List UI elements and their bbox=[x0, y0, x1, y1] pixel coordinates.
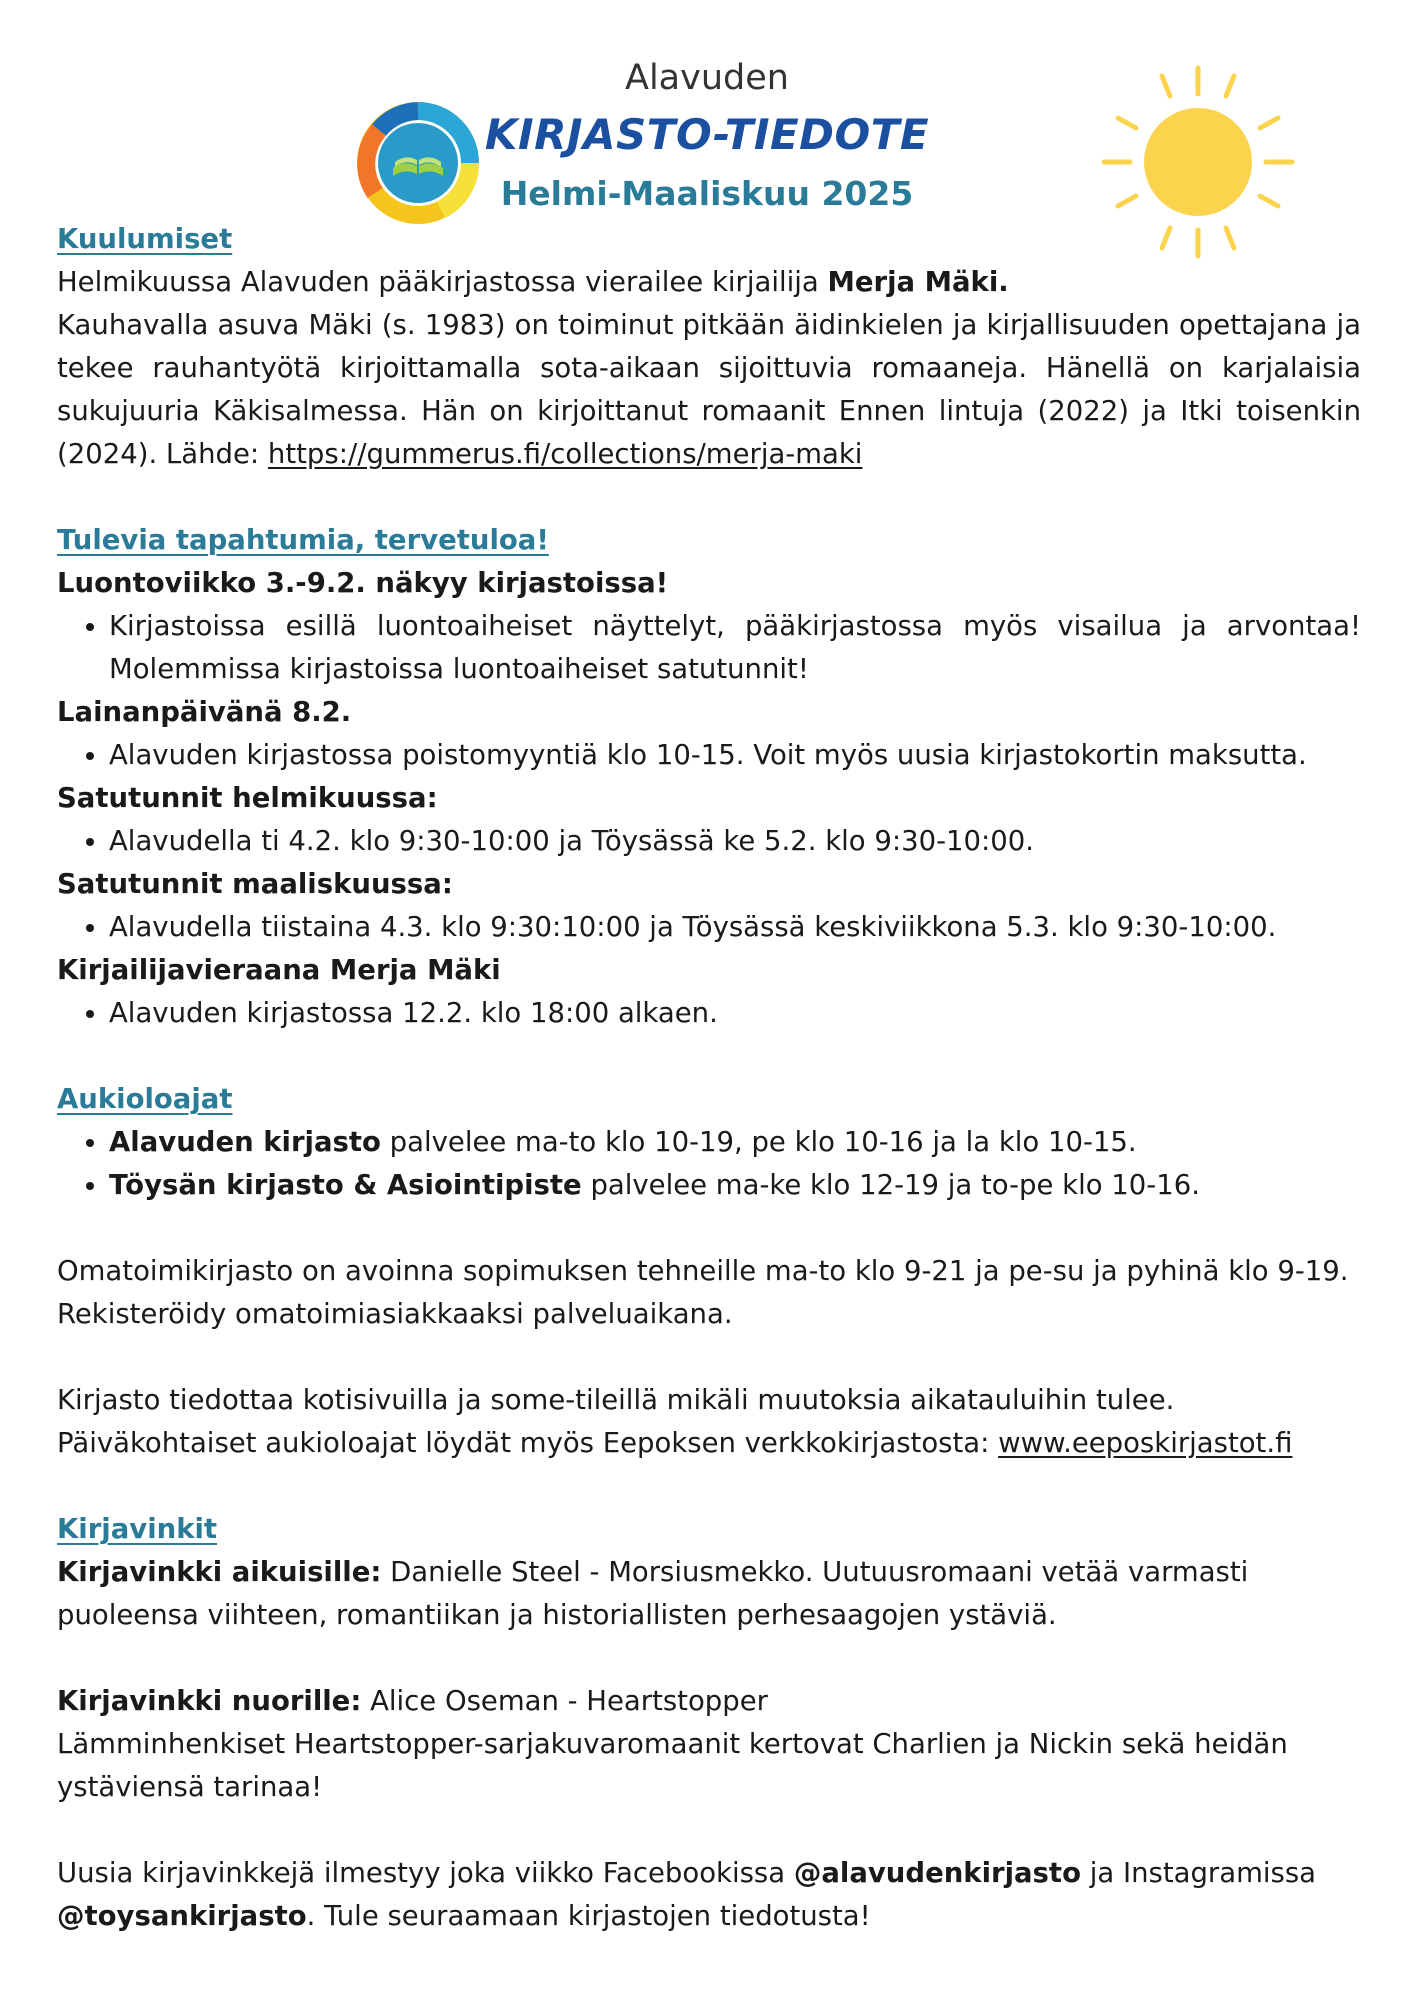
opening-hours-alavus-text: palvelee ma-to klo 10-19, pe klo 10-16 ja la klo 10-15. bbox=[380, 1126, 1137, 1158]
event-title-luontoviikko: Luontoviikko 3.-9.2. näkyy kirjastoissa! bbox=[57, 567, 669, 599]
event-title-satutunnit-maaliskuu: Satutunnit maaliskuussa: bbox=[57, 868, 453, 900]
kuulumiset-body-text: Kauhavalla asuva Mäki (s. 1983) on toiminut pitkään äidinkielen ja kirjallisuuden opettajana ja tekee rauhantyötä kirjoittamalla sota-aikaan sijoittuvia romaaneja. Hänellä on karjalaisia sukujuuria Käkisalmessa. Hän on kirjoittanut romaanit Ennen lintuja (2022) ja Itki toisenkin (2024). Lähde: bbox=[57, 309, 1361, 470]
outro-text-2: ja Instagramissa bbox=[1080, 1857, 1317, 1889]
bulletin-title: KIRJASTO-TIEDOTE bbox=[484, 110, 930, 159]
library-name-toysa: Töysän kirjasto & Asiointipiste bbox=[109, 1169, 582, 1201]
eepos-link[interactable]: www.eeposkirjastot.fi bbox=[998, 1427, 1293, 1459]
instagram-handle: @toysankirjasto bbox=[57, 1900, 307, 1932]
event-title-kirjailijavierailu: Kirjailijavieraana Merja Mäki bbox=[57, 954, 501, 986]
event-item-satutunnit-helmikuu: • Alavudella ti 4.2. klo 9:30-10:00 ja Töysässä ke 5.2. klo 9:30-10:00. bbox=[109, 820, 1361, 863]
opening-hours-toysa-text: palvelee ma-ke klo 12-19 ja to-pe klo 10-16. bbox=[581, 1169, 1200, 1201]
section-heading-kirjavinkit: Kirjavinkit bbox=[57, 1513, 218, 1545]
daily-hours-text: Päiväkohtaiset aukioloajat löydät myös Eepoksen verkkokirjastosta: bbox=[57, 1427, 999, 1459]
social-media-outro bbox=[57, 1852, 1361, 1938]
self-service-register: Rekisteröidy omatoimiasiakkaaksi palveluaikana. bbox=[57, 1298, 733, 1330]
facebook-handle: @alavudenkirjasto bbox=[793, 1857, 1081, 1889]
book-tip-youth-label: Kirjavinkki nuorille: bbox=[57, 1685, 362, 1717]
library-name-alavus: Alavuden kirjasto bbox=[109, 1126, 381, 1158]
kuulumiset-intro-text: Helmikuussa Alavuden pääkirjastossa vierailee kirjailija bbox=[57, 266, 828, 298]
kuulumiset-intro bbox=[57, 261, 1361, 304]
section-heading-aukioloajat: Aukioloajat bbox=[57, 1083, 233, 1115]
event-item-satutunnit-maaliskuu: • Alavudella tiistaina 4.3. klo 9:30:10:00 ja Töysässä keskiviikkona 5.3. klo 9:30-10:00. bbox=[109, 906, 1361, 949]
schedule-info: Kirjasto tiedottaa kotisivuilla ja some-tileillä mikäli muutoksia aikatauluihin tulee. bbox=[57, 1384, 1175, 1416]
section-heading-tapahtumat: Tulevia tapahtumia, tervetuloa! bbox=[57, 524, 549, 556]
event-title-satutunnit-helmikuu: Satutunnit helmikuussa: bbox=[57, 782, 438, 814]
book-tip-adults-text: Danielle Steel - Morsiusmekko. Uutuusromaani vetää varmasti puoleensa viihteen, romantiikan ja historiallisten perhesaagojen ystäviä. bbox=[57, 1556, 1249, 1631]
book-tip-youth-text: Alice Oseman - Heartstopper bbox=[361, 1685, 768, 1717]
daily-hours-info bbox=[57, 1422, 1361, 1465]
book-tip-youth-description: Lämminhenkiset Heartstopper-sarjakuvaromaanit kertovat Charlien ja Nickin sekä heidän ystäviensä tarinaa! bbox=[57, 1728, 1288, 1803]
author-name: Merja Mäki. bbox=[827, 266, 1009, 298]
event-item-lainanpaiva: • Alavuden kirjastossa poistomyyntiä klo 10-15. Voit myös uusia kirjastokortin maksutta. bbox=[109, 734, 1361, 777]
gummerus-link[interactable]: https://gummerus.fi/collections/merja-maki bbox=[267, 438, 863, 470]
content bbox=[57, 218, 1361, 1938]
bulletin-subtitle: Helmi-Maaliskuu 2025 bbox=[500, 174, 914, 213]
opening-hours-toysa bbox=[109, 1164, 1361, 1207]
event-item-kirjailijavierailu: • Alavuden kirjastossa 12.2. klo 18:00 alkaen. bbox=[109, 992, 1361, 1035]
section-heading-kuulumiset: Kuulumiset bbox=[57, 223, 233, 255]
event-item-luontoviikko: • Kirjastoissa esillä luontoaiheiset näyttelyt, pääkirjastossa myös visailua ja arvontaa! Molemmissa kirjastoissa luontoaiheiset satutunnit! bbox=[109, 605, 1361, 691]
opening-hours-alavus bbox=[109, 1121, 1361, 1164]
pre-title: Alavuden bbox=[625, 58, 789, 98]
outro-text-3: . Tule seuraamaan kirjastojen tiedotusta! bbox=[306, 1900, 871, 1932]
book-tip-youth bbox=[57, 1680, 1361, 1723]
self-service-hours: Omatoimikirjasto on avoinna sopimuksen tehneille ma-to klo 9-21 ja pe-su ja pyhinä klo 9-19. bbox=[57, 1255, 1349, 1287]
book-tip-adults bbox=[57, 1551, 1361, 1637]
outro-text-1: Uusia kirjavinkkejä ilmestyy joka viikko Facebookissa bbox=[57, 1857, 794, 1889]
kuulumiset-body bbox=[57, 304, 1361, 476]
event-title-lainanpaiva: Lainanpäivänä 8.2. bbox=[57, 696, 352, 728]
book-tip-adults-label: Kirjavinkki aikuisille: bbox=[57, 1556, 382, 1588]
